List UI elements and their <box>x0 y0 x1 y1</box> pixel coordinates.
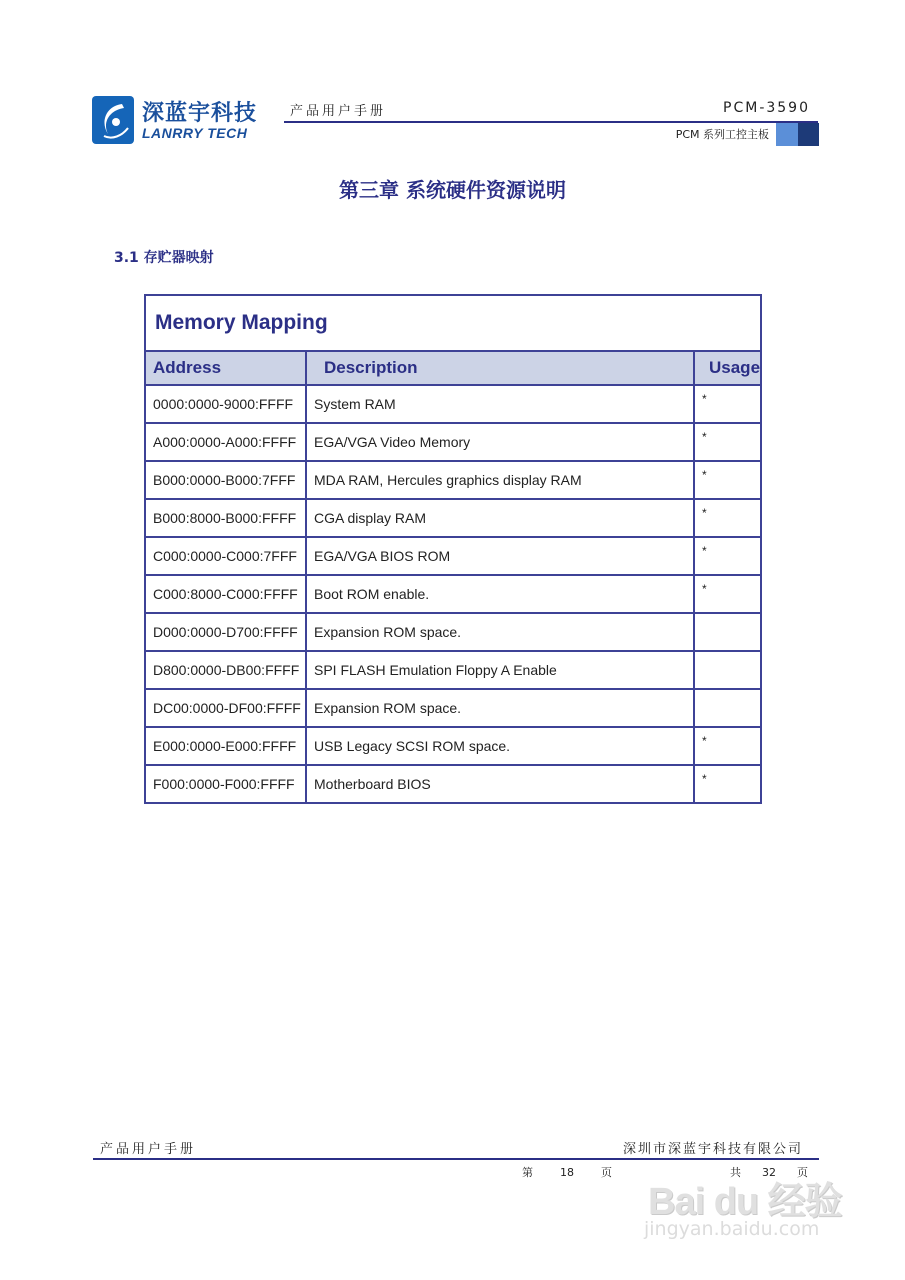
logo-english-name: LANRRY TECH <box>142 125 248 141</box>
table-row <box>146 499 760 537</box>
memory-mapping-table <box>144 294 762 804</box>
logo-chinese-name: 深蓝宇科技 <box>142 101 258 126</box>
cell-address: D800:0000-DB00:FFFF <box>146 651 306 689</box>
column-header-address: Address <box>146 352 306 385</box>
cell-address: 0000:0000-9000:FFFF <box>146 385 306 423</box>
chapter-title: 第三章 系统硬件资源说明 <box>339 178 566 202</box>
page-suffix: 页 <box>601 1166 612 1179</box>
cell-description: Expansion ROM space. <box>306 613 694 651</box>
footer-manual-label: 产品用户手册 <box>100 1142 197 1157</box>
table-row <box>146 765 760 802</box>
baidu-watermark <box>640 1170 855 1250</box>
cell-address: C000:8000-C000:FFFF <box>146 575 306 613</box>
cell-description: EGA/VGA Video Memory <box>306 423 694 461</box>
total-prefix: 共 <box>730 1166 741 1179</box>
footer-company: 深圳市深蓝宇科技有限公司 <box>622 1142 803 1157</box>
memory-map-grid <box>146 352 760 802</box>
cell-usage <box>694 689 760 727</box>
footer-page-number <box>522 1164 612 1180</box>
cell-description: Motherboard BIOS <box>306 765 694 802</box>
cell-usage <box>694 613 760 651</box>
cell-usage: * <box>694 575 760 613</box>
column-header-description: Description <box>306 352 694 385</box>
total-suffix: 页 <box>797 1166 808 1179</box>
table-row <box>146 423 760 461</box>
section-title: 3.1 存贮器映射 <box>114 250 214 266</box>
cell-description: SPI FLASH Emulation Floppy A Enable <box>306 651 694 689</box>
logo-mark-icon <box>92 96 134 144</box>
cell-address: DC00:0000-DF00:FFFF <box>146 689 306 727</box>
cell-description: MDA RAM, Hercules graphics display RAM <box>306 461 694 499</box>
column-header-usage: Usage <box>694 352 760 385</box>
cell-description: System RAM <box>306 385 694 423</box>
cell-address: A000:0000-A000:FFFF <box>146 423 306 461</box>
cell-address: D000:0000-D700:FFFF <box>146 613 306 651</box>
table-row <box>146 575 760 613</box>
cell-address: C000:0000-C000:7FFF <box>146 537 306 575</box>
cell-usage <box>694 651 760 689</box>
cell-usage: * <box>694 765 760 802</box>
cell-address: F000:0000-F000:FFFF <box>146 765 306 802</box>
cell-address: E000:0000-E000:FFFF <box>146 727 306 765</box>
cell-description: CGA display RAM <box>306 499 694 537</box>
cell-description: Expansion ROM space. <box>306 689 694 727</box>
table-row <box>146 461 760 499</box>
cell-address: B000:8000-B000:FFFF <box>146 499 306 537</box>
company-logo <box>92 96 264 146</box>
cell-usage: * <box>694 499 760 537</box>
header-manual-label: 产品用户手册 <box>290 104 387 119</box>
cell-description: Boot ROM enable. <box>306 575 694 613</box>
cell-description: EGA/VGA BIOS ROM <box>306 537 694 575</box>
table-row <box>146 651 760 689</box>
watermark-logo: Bai du 经验 <box>648 1181 842 1223</box>
page-prefix: 第 <box>522 1166 533 1179</box>
header-accent-block-dark <box>798 123 819 146</box>
watermark-url: jingyan.baidu.com <box>644 1218 820 1240</box>
header-model: PCM-3590 <box>723 100 810 116</box>
cell-address: B000:0000-B000:7FFF <box>146 461 306 499</box>
cell-description: USB Legacy SCSI ROM space. <box>306 727 694 765</box>
table-row <box>146 689 760 727</box>
table-row <box>146 537 760 575</box>
header-accent-block-light <box>776 123 798 146</box>
cell-usage: * <box>694 461 760 499</box>
page-number: 18 <box>560 1166 574 1179</box>
cell-usage: * <box>694 727 760 765</box>
table-row <box>146 613 760 651</box>
cell-usage: * <box>694 537 760 575</box>
table-header-row <box>146 352 760 385</box>
header-series: PCM 系列工控主板 <box>675 128 769 141</box>
table-row <box>146 385 760 423</box>
header-divider <box>284 121 818 123</box>
total-pages: 32 <box>762 1166 776 1179</box>
cell-usage: * <box>694 385 760 423</box>
cell-usage: * <box>694 423 760 461</box>
footer-divider <box>93 1158 819 1160</box>
table-title: Memory Mapping <box>146 296 760 352</box>
table-row <box>146 727 760 765</box>
